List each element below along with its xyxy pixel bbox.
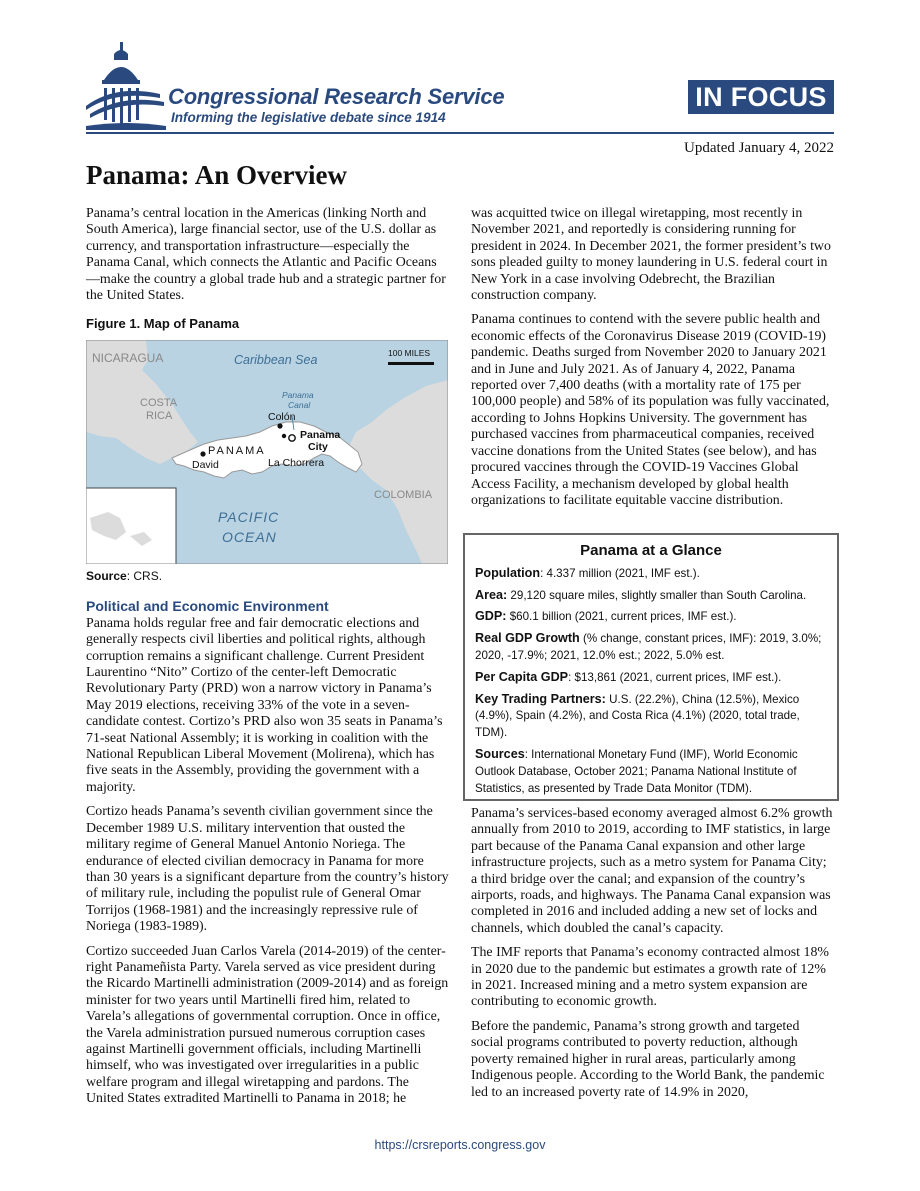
map-scale-bar bbox=[388, 362, 434, 365]
glance-area-label: Area: bbox=[475, 587, 508, 602]
right-paragraph-2: Panama continues to contend with the severe public health and economic effects of the Coronavirus Disease 2019 (COVID-19) pandemic. Deaths surged from November 2020 to January 2021 and in June and July 2021. As of January 4, 2022, Panama reported over 7,400 deaths (with a mortality rate of 175 per 100,000 people) and 58% of its population was fully vaccinated, according to Johns Hopkins University. The government has purchased vaccines from pharmaceutical companies, received vaccine donations from the United States (see below), and has procured vaccines through the COVID-19 Vaccines Global Access Facility, a mechanism developed by global health organizations to facilitate equitable vaccine distribution. bbox=[471, 312, 830, 508]
glance-per-capita-label: Per Capita GDP bbox=[475, 669, 569, 684]
glance-title: Panama at a Glance bbox=[580, 542, 722, 559]
glance-gdp-value: $60.1 billion (2021, current prices, IMF est.). bbox=[506, 610, 737, 624]
glance-sources bbox=[475, 746, 827, 797]
glance-per-capita bbox=[475, 669, 827, 687]
map-label-costa-rica-2: RICA bbox=[146, 410, 173, 422]
glance-gdp bbox=[475, 608, 827, 626]
intro-paragraph: Panama’s central location in the Americas (linking North and South America), large financial sector, use of the U.S. dollar as currency, and transportation infrastructure—especially the Panama Canal, which connects the Atlantic and Pacific Oceans—make the country a global trade hub and a strategic partner for the United States. bbox=[86, 206, 446, 304]
in-focus-badge: IN FOCUS bbox=[688, 80, 834, 114]
figure-source-text: : CRS. bbox=[126, 569, 163, 583]
glance-population-label: Population bbox=[475, 565, 541, 580]
glance-trade bbox=[475, 691, 827, 742]
map-label-panama-city-1: Panama bbox=[300, 429, 341, 441]
glance-growth bbox=[475, 630, 827, 665]
left-column-top bbox=[86, 206, 450, 341]
updated-date: Updated January 4, 2022 bbox=[684, 140, 834, 156]
glance-gdp-label: GDP: bbox=[475, 609, 507, 624]
map-label-pacific-2: OCEAN bbox=[222, 529, 277, 545]
glance-growth-value: (% change, constant prices, IMF): 2019, 3.0%; 2020, -17.9%; 2021, 12.0% est.; 2022, 5.0% est. bbox=[475, 632, 822, 662]
org-name: Congressional Research Service bbox=[168, 84, 505, 109]
right-paragraph-4: The IMF reports that Panama’s economy contracted almost 18% in 2020 due to the pandemic but estimates a growth rate of 12% in 2021. Increased mining and a metro system expansion are contributing to economic growth. bbox=[471, 945, 829, 1010]
glance-sources-label: Sources bbox=[475, 746, 525, 761]
map-label-panama: PANAMA bbox=[208, 445, 266, 457]
glance-area-value: 29,120 square miles, slightly smaller than South Carolina. bbox=[507, 588, 807, 602]
section-heading: Political and Economic Environment bbox=[86, 598, 329, 615]
right-paragraph-3: Panama’s services-based economy averaged almost 6.2% growth annually from 2010 to 2019, according to IMF statistics, in large part because of the Panama Canal expansion and other large infrastructure projects, such as a metro system for Panama City; a third bridge over the canal; and expansion of the country’s airports, roads, and highways. The Panama Canal expansion was completed in 2016 and included adding a new set of locks and channels, which doubled the canal’s capacity. bbox=[471, 806, 833, 936]
map-label-colombia: COLOMBIA bbox=[374, 489, 433, 501]
glance-growth-label: Real GDP Growth bbox=[475, 631, 580, 646]
glance-trade-value: U.S. (22.2%), China (12.5%), Mexico (4.9%), Spain (4.2%), and Costa Rica (4.1%) (2020, total trade, TDM). bbox=[475, 692, 800, 740]
map-label-panama-city-2: City bbox=[308, 441, 328, 453]
left-paragraph-3: Cortizo succeeded Juan Carlos Varela (2014-2019) of the center-right Panameñista Party. Varela served as vice president during the Ricardo Martinelli administration (2009-2014) and as foreign minister for two years until Martinelli fired him, related to Varela’s allegations of governmental corruption. Once in office, the Varela administration pursued numerous corruption cases against Martinelli government officials, including Martinelli himself, who was investigated over irregularities in a public welfare program and illegal wiretapping and pardons. The United States extradited Martinelli to Panama in 2018; he bbox=[86, 943, 449, 1107]
map-of-panama bbox=[86, 340, 448, 564]
map-david-dot bbox=[200, 451, 205, 456]
map-label-caribbean: Caribbean Sea bbox=[234, 353, 318, 367]
glance-trade-label: Key Trading Partners: bbox=[475, 691, 606, 706]
left-paragraph-1: Panama holds regular free and fair democratic elections and generally respects civil liberties and political rights, although corruption remains a significant challenge. Current President Laurentino “Nito” Cortizo of the center-left Democratic Revolutionary Party (PRD) won a narrow victory in Panama’s May 2019 elections, receiving 33% of the vote in a seven-candidate contest. Cortizo’s PRD also won 35 seats in Panama’s 71-seat National Assembly; it is working in coalition with the National Republican Liberal Movement (Molirena), which has five seats in the Assembly, providing the government with a majority. bbox=[86, 615, 443, 795]
right-column-bottom bbox=[471, 806, 835, 1109]
map-label-nicaragua: NICARAGUA bbox=[92, 351, 164, 365]
right-paragraph-1: was acquitted twice on illegal wiretapping, most recently in November 2021, and reportedly is considering running for president in 2024. In December 2021, the former president’s two sons pleaded guilty to money laundering in U.S. federal court in New York in a case involving Odebrecht, the Brazilian construction company. bbox=[471, 206, 831, 304]
map-label-pacific-1: PACIFIC bbox=[218, 509, 280, 525]
map-label-canal-1: Panama bbox=[282, 390, 314, 400]
glance-population-value: : 4.337 million (2021, IMF est.). bbox=[540, 566, 700, 580]
map-capital-marker bbox=[289, 435, 295, 441]
glance-per-capita-value: : $13,861 (2021, current prices, IMF est.). bbox=[568, 670, 782, 684]
page-title: Panama: An Overview bbox=[86, 160, 347, 190]
map-label-costa-rica-1: COSTA bbox=[140, 397, 178, 409]
left-paragraph-2: Cortizo heads Panama’s seventh civilian government since the December 1989 U.S. military intervention that ousted the military regime of General Manuel Antonio Noriega. The endurance of elected civilian democracy in Panama for more than 30 years is a significant departure from the country’s history of military rule, including the populist rule of General Omar Torrijos (1968-1981) and the increasingly repressive rule of Noriega (1983-1989). bbox=[86, 804, 449, 935]
glance-sources-value: : International Monetary Fund (IMF), World Economic Outlook Database, October 2021; Panama National Institute of Statistics, as presented by Trade Data Monitor (TDM). bbox=[475, 747, 798, 795]
map-label-colon: Colón bbox=[268, 411, 296, 423]
footer-link[interactable]: https://crsreports.congress.gov bbox=[374, 1138, 546, 1152]
map-colon-dot bbox=[277, 423, 282, 428]
map-label-la-chorrera: La Chorrera bbox=[268, 457, 325, 469]
right-paragraph-5: Before the pandemic, Panama’s strong growth and targeted social programs contributed to poverty reduction, although poverty remained higher in rural areas, particularly among Indigenous people. According to the World Bank, the pandemic led to an increased poverty rate of 14.9% in 2020, bbox=[471, 1018, 825, 1100]
left-column-bottom bbox=[86, 568, 450, 1116]
capitol-dome-icon bbox=[86, 42, 166, 130]
right-column-top bbox=[471, 206, 835, 517]
figure-source-label: Source bbox=[86, 569, 127, 583]
glance-population bbox=[475, 565, 827, 583]
figure-source bbox=[86, 568, 450, 584]
glance-area bbox=[475, 587, 827, 605]
map-scale-label: 100 MILES bbox=[388, 348, 431, 358]
map-label-canal-2: Canal bbox=[288, 400, 311, 410]
panama-at-a-glance-box bbox=[463, 533, 839, 801]
org-tagline: Informing the legislative debate since 1914 bbox=[171, 110, 446, 125]
header-rule bbox=[86, 132, 834, 134]
map-la-chorrera-dot bbox=[282, 434, 286, 438]
map-label-david: David bbox=[192, 459, 219, 471]
figure-caption: Figure 1. Map of Panama bbox=[86, 316, 240, 332]
